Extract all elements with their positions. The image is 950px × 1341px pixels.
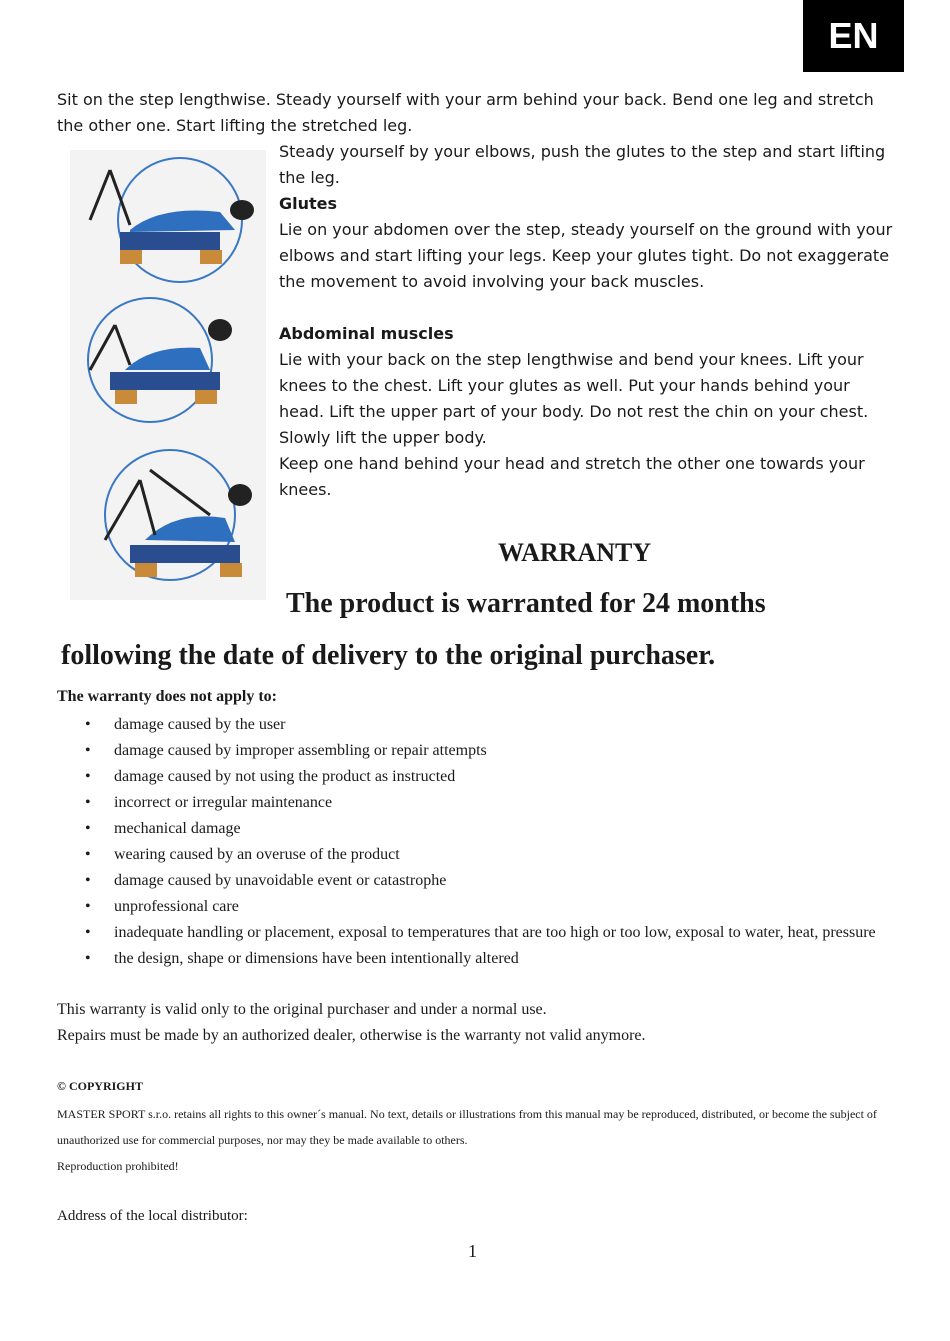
intro-paragraph: Sit on the step lengthwise. Steady yourself with your arm behind your back. Bend one leg and stretch the other one. Start lifting the stretched leg.: [57, 90, 874, 135]
list-item: • damage caused by improper assembling or repair attempts: [57, 738, 897, 764]
warranty-line-2: following the date of delivery to the original purchaser.: [61, 640, 716, 671]
validity-line-1: This warranty is valid only to the original purchaser and under a normal use.: [57, 1001, 547, 1018]
exercise-text-column: [279, 139, 899, 503]
list-item: • wearing caused by an overuse of the product: [57, 842, 897, 868]
copyright-body: MASTER SPORT s.r.o. retains all rights to this owner´s manual. No text, details or illustrations from this manual may be reproduced, distributed, or become the subject of unauthorized use for commercial purposes, nor may they be made available to others.: [57, 1107, 877, 1147]
list-item: • damage caused by the user: [57, 712, 897, 738]
warranty-title: WARRANTY: [498, 538, 652, 567]
elbows-paragraph: Steady yourself by your elbows, push the glutes to the step and start lifting the leg.: [279, 142, 886, 187]
reproduction-note: Reproduction prohibited!: [57, 1159, 179, 1173]
abdominal-heading: Abdominal muscles: [279, 324, 454, 343]
abdominal-paragraph-2: Keep one hand behind your head and stretch the other one towards your knees.: [279, 454, 865, 499]
copyright-text: [57, 1101, 897, 1179]
copyright-heading: © COPYRIGHT: [57, 1079, 143, 1093]
list-item: • the design, shape or dimensions have been intentionally altered: [57, 946, 897, 972]
warranty-line-1: The product is warranted for 24 months: [286, 588, 766, 619]
glutes-paragraph: Lie on your abdomen over the step, steady yourself on the ground with your elbows and start lifting your legs. Keep your glutes tight. Do not exaggerate the movement to avoid involving your back muscles.: [279, 220, 893, 291]
exercise-illustration: [70, 150, 266, 600]
list-item: • incorrect or irregular maintenance: [57, 790, 897, 816]
page-number: 1: [468, 1241, 477, 1261]
distributor-address-label: Address of the local distributor:: [57, 1208, 248, 1224]
list-item: • damage caused by unavoidable event or catastrophe: [57, 868, 897, 894]
warranty-validity: [57, 997, 646, 1049]
list-item: • unprofessional care: [57, 894, 897, 920]
abdominal-paragraph: Lie with your back on the step lengthwise and bend your knees. Lift your knees to the chest. Lift your glutes as well. Put your hands behind your head. Lift the upper part of your body. Do not rest the chin on your chest. Slowly lift the upper body.: [279, 350, 869, 447]
list-item: • damage caused by not using the product as instructed: [57, 764, 897, 790]
warranty-exclusions-heading: The warranty does not apply to:: [57, 688, 278, 705]
list-item: • mechanical damage: [57, 816, 897, 842]
warranty-exclusions-list: [57, 712, 897, 972]
list-item: • inadequate handling or placement, exposal to temperatures that are too high or too low, exposal to water, heat, pressure: [57, 920, 897, 946]
language-badge: EN: [803, 0, 904, 72]
validity-line-2: Repairs must be made by an authorized dealer, otherwise is the warranty not valid anymore.: [57, 1027, 646, 1044]
glutes-heading: Glutes: [279, 194, 338, 213]
exercise-figures-icon: [70, 150, 266, 600]
